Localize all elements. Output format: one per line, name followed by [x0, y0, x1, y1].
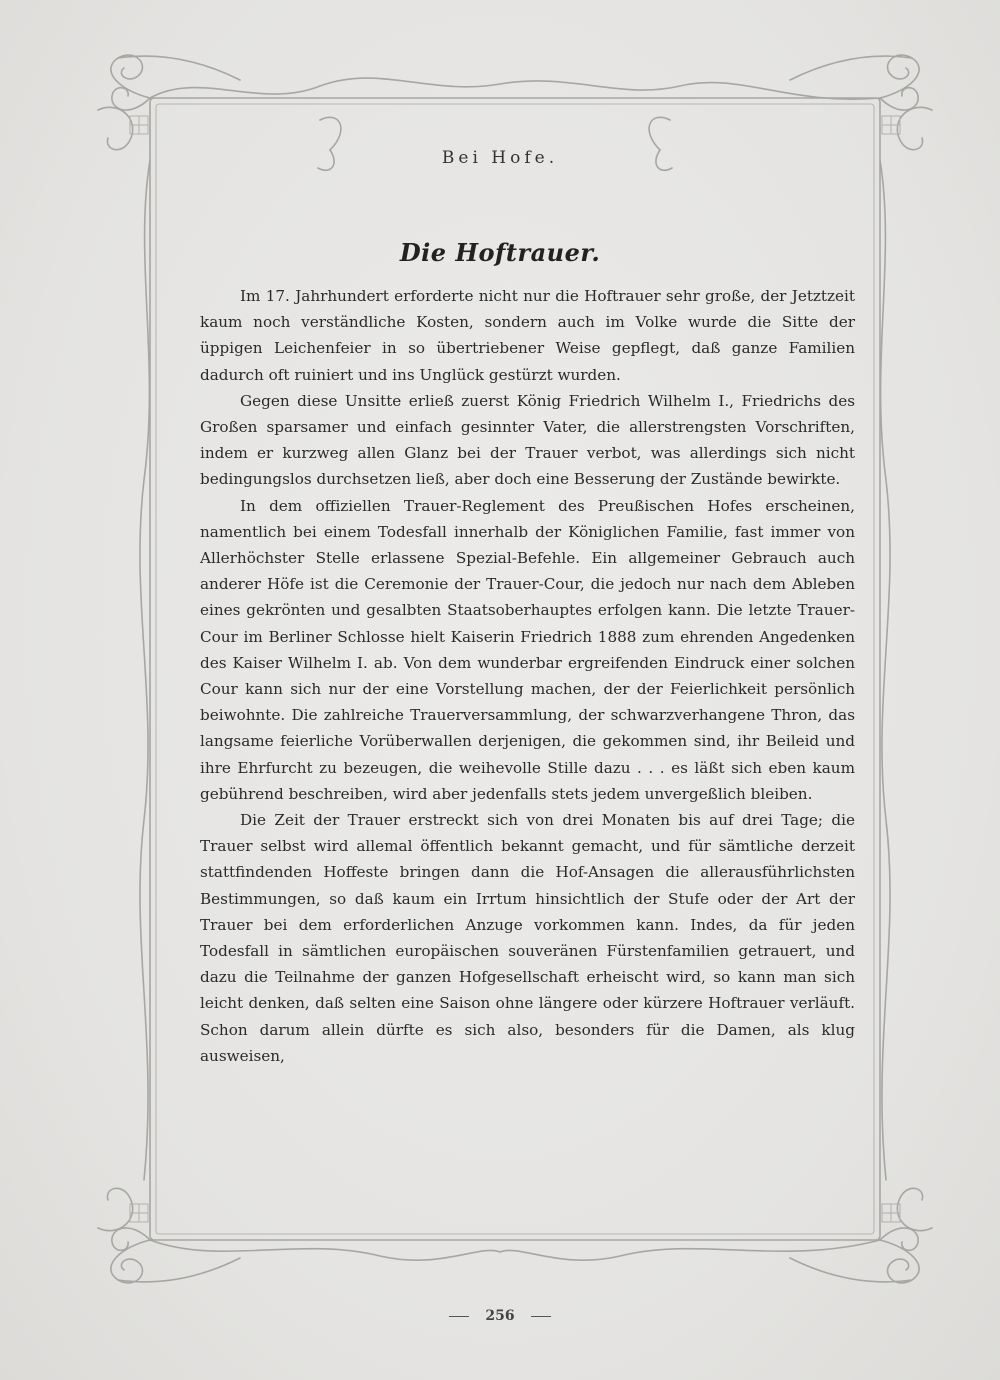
paragraph: Die Zeit der Trauer erstreckt sich von drei Monaten bis auf drei Tage; die Trauer selbst wird allemal öffentlich bekannt gemacht, und für sämtliche derzeit stattfindenden Hoffeste bringen dann die Hof-Ansagen die allerausführlichsten Bestimmungen, so daß kaum ein Irrtum hinsichtlich der Stufe oder der Art der Trauer bei dem erforderlichen Anzuge vorkommen kann. Indes, da für jeden Todesfall in sämtlichen europäischen souveränen Fürstenfamilien getrauert, und dazu die Teilnahme der ganzen Hofgesellschaft erheischt wird, so kann man sich leicht denken, daß selten eine Saison ohne längere oder kürzere Hoftrauer verläuft. Schon darum allein dürfte es sich also, besonders für die Damen, als klug ausweisen, — [200, 811, 855, 1065]
page-number — [0, 1308, 1000, 1324]
folio-dash-left — [449, 1316, 469, 1317]
running-head: Bei Hofe. — [441, 148, 559, 168]
body-text — [200, 283, 855, 1069]
paragraph: Im 17. Jahrhundert erforderte nicht nur die Hoftrauer sehr große, der Jetztzeit kaum noch verständliche Kosten, sondern auch im Volke wurde die Sitte der üppigen Leichenfeier in so übertriebener Weise gepflegt, daß ganze Familien dadurch oft ruiniert und ins Unglück gestürzt wurden. — [200, 287, 855, 384]
paragraph: In dem offiziellen Trauer-Reglement des Preußischen Hofes erscheinen, namentlich bei einem Todesfall innerhalb der Königlichen Familie, fast immer von Allerhöchster Stelle erlassene Spezial-Befehle. Ein allgemeiner Gebrauch auch anderer Höfe ist die Ceremonie der Trauer-Cour, die jedoch nur nach dem Ableben eines gekrönten und gesalbten Staatsoberhauptes erfolgen kann. Die letzte Trauer-Cour im Berliner Schlosse hielt Kaiserin Friedrich 1888 zum ehrenden Angedenken des Kaiser Wilhelm I. ab. Von dem wunderbar ergreifenden Eindruck einer solchen Cour kann sich nur der eine Vorstellung machen, der der Feierlichkeit persönlich beiwohnte. Die zahlreiche Trauerversammlung, der schwarzverhangene Thron, das langsame feierliche Vorüberwallen derjenigen, die gekommen sind, ihr Beileid und ihre Ehrfurcht zu bezeugen, die weihevolle Stille dazu . . . es läßt sich eben kaum gebührend beschreiben, wird aber jedenfalls stets jedem unvergeßlich bleiben. — [200, 496, 855, 803]
page-number-value: 256 — [485, 1308, 515, 1324]
chapter-title: Die Hoftrauer. — [399, 238, 601, 267]
paragraph: Gegen diese Unsitte erließ zuerst König Friedrich Wilhelm I., Friedrichs des Großen sparsamer und einfach gesinnter Vater, die allerstrengsten Vorschriften, indem er kurzweg allen Glanz bei der Trauer verbot, was allerdings sich nicht bedingungslos durchsetzen ließ, aber doch eine Besserung der Zustände bewirkte. — [200, 391, 855, 489]
folio-dash-right — [531, 1316, 551, 1317]
